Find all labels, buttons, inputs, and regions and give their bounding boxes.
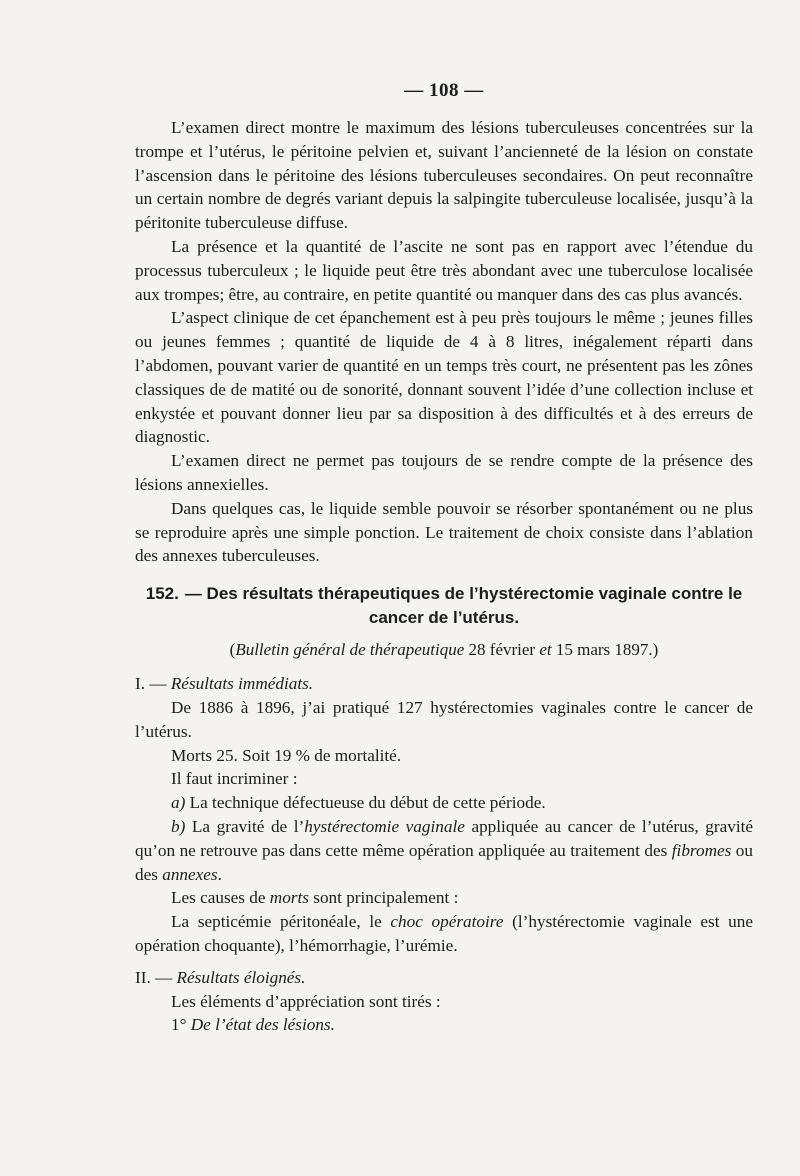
citation-et: et	[539, 640, 552, 660]
citation-date-1: 28 février	[464, 640, 540, 660]
septic-text-2: (l’hystérectomie vaginale est une opération choquante), l’hémorrhagie, l’urémie.	[135, 912, 753, 955]
section-number: 152.	[145, 584, 179, 604]
citation-open: (	[229, 640, 236, 660]
part-1-causes	[135, 886, 753, 910]
part-1-paragraph-1: De 1886 à 1896, j’ai pratiqué 127 hystérectomies vaginales contre le cancer de l’utérus.	[135, 697, 753, 741]
part-2-item-1	[135, 1013, 753, 1037]
part-2-heading	[135, 966, 753, 990]
part-1-label: I. —	[135, 674, 171, 694]
item-b-text-2: appliquée au cancer de l’utérus, gravité qu’on ne retrouve pas dans cette même opération appliquée au traitement des	[135, 816, 754, 860]
paragraph-4: L’examen direct ne permet pas toujours de se rendre compte de la présence des lésions annexielles.	[135, 451, 753, 494]
section-title-text: — Des résultats thérapeutiques de l’hystérectomie vaginale contre le cancer de l’utérus.	[184, 584, 743, 628]
paragraph-2: La présence et la quantité de l’ascite ne sont pas en rapport avec l’étendue du processus tuberculeux ; le liquide peut être très abondant avec une tuberculose localisée aux trompes; être, au contraire, en petite quantité ou manquer dans des cas plus avancés.	[135, 236, 753, 304]
item-1-text: De l’état des lésions.	[190, 1015, 335, 1035]
causes-text-2: sont principalement :	[308, 888, 459, 908]
part-1-septicemia	[135, 910, 753, 958]
part-1-paragraph-3: Il faut incriminer :	[171, 769, 298, 789]
item-1-label: 1°	[171, 1015, 191, 1035]
septic-text-1: La septicémie péritonéale, le	[171, 912, 391, 932]
part-1-heading-text: Résultats immédiats.	[170, 674, 314, 694]
text-block	[135, 80, 753, 1037]
paragraph-5: Dans quelques cas, le liquide semble pouvoir se résorber spontanément ou ne plus se reproduire après une simple ponction. Le traitement de choix consiste dans l’ablation des annexes tuberculeuses.	[135, 498, 753, 566]
item-a-label: a)	[171, 793, 186, 813]
citation	[135, 638, 753, 662]
part-1-item-a	[135, 791, 753, 815]
causes-text-1: Les causes de	[171, 888, 270, 908]
item-b-label: b)	[171, 816, 186, 836]
item-b-text-1: La gravité de l’	[185, 816, 305, 836]
part-1-heading	[135, 672, 753, 696]
causes-italic: morts	[269, 888, 309, 908]
part-1-paragraph-2: Morts 25. Soit 19 % de mortalité.	[171, 745, 402, 765]
item-b-italic-3: annexes	[162, 864, 218, 884]
item-b-italic-1: hystérectomie vaginale	[304, 816, 465, 836]
part-1-item-b	[135, 815, 753, 886]
part-2-heading-text: Résultats éloignés.	[176, 967, 306, 987]
citation-date-2: 15 mars 1897.)	[551, 640, 659, 660]
item-b-text-4: .	[217, 864, 222, 884]
paragraph-1: L’examen direct montre le maximum des lésions tuberculeuses concentrées sur la trompe et l’utérus, le péritoine pelvien et, suivant l’ancienneté de la lésion on constate l’ascension dans le péritoine des lésions tuberculeuses secondaires. On peut reconnaître un certain nombre de degrés variant depuis la salpingite tuberculeuse localisée, jusqu’à la péritonite tuberculeuse diffuse.	[135, 118, 753, 233]
section-title	[135, 582, 753, 630]
part-2-label: II. —	[135, 967, 177, 987]
paragraph-3: L’aspect clinique de cet épanchement est à peu près toujours le même ; jeunes filles ou jeunes femmes ; quantité de liquide de 4 à 8 litres, inégalement réparti dans l’abdomen, pouvant varier de quantité en un temps très court, ne présentent pas les zônes classiques de de matité ou de sonorité, donnant souvent l’idée d’une collection incluse et enkystée et pouvant donner lieu par sa disposition à des difficultés et à des erreurs de diagnostic.	[135, 308, 753, 447]
item-b-text-3: ou des	[135, 840, 753, 884]
septic-italic: choc opératoire	[390, 912, 504, 932]
item-b-italic-2: fibromes	[671, 840, 732, 860]
spacer	[135, 958, 753, 966]
item-a-text: La technique défectueuse du début de cette période.	[185, 793, 546, 813]
page-number: — 108 —	[404, 80, 484, 101]
citation-journal: Bulletin général de thérapeutique	[235, 640, 465, 660]
part-2-paragraph-1: Les éléments d’appréciation sont tirés :	[171, 991, 441, 1011]
